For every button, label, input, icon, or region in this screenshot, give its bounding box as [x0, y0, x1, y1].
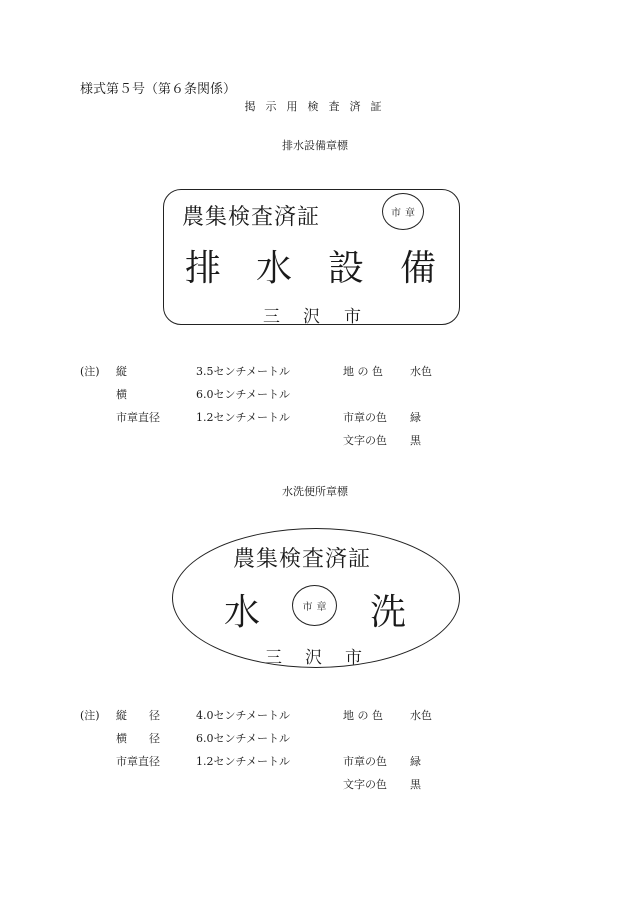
flush-city-char-1: 三 — [265, 648, 282, 668]
flush-note-value: 6.0センチメートル — [196, 732, 291, 745]
drain-color-value: 黒 — [410, 434, 421, 447]
flush-color-label: 文字の色 — [343, 778, 387, 791]
drain-city-seal: 市章 — [382, 193, 424, 230]
drain-color-value: 緑 — [410, 411, 421, 424]
drain-notes-marker: (注) — [80, 365, 100, 378]
drain-note-value: 3.5センチメートル — [196, 365, 291, 378]
form-number: 様式第５号（第６条関係） — [80, 82, 237, 97]
drain-main-char-1: 排 — [185, 248, 222, 289]
flush-certification-text: 農集検査済証 — [233, 547, 372, 572]
flush-note-value: 1.2センチメートル — [196, 755, 291, 768]
flush-color-value: 水色 — [410, 709, 432, 722]
drain-color-label: 文字の色 — [343, 434, 387, 447]
drain-main-char-2: 水 — [256, 248, 293, 289]
flush-note-value: 4.0センチメートル — [196, 709, 291, 722]
flush-city-seal: 市章 — [292, 585, 337, 626]
drain-city-char-1: 三 — [263, 307, 280, 327]
flush-color-value: 黒 — [410, 778, 421, 791]
drain-note-value: 6.0センチメートル — [196, 388, 291, 401]
flush-main-char-1: 水 — [224, 592, 261, 633]
drain-main-char-4: 備 — [400, 248, 437, 289]
drain-note-label: 市章直径 — [116, 411, 160, 424]
drain-note-label: 縦 — [116, 365, 127, 378]
drain-city-char-3: 市 — [344, 307, 361, 327]
drain-note-label: 横 — [116, 388, 127, 401]
drain-section-title: 排水設備章標 — [282, 139, 348, 152]
flush-color-value: 緑 — [410, 755, 421, 768]
flush-color-label: 市章の色 — [343, 755, 387, 768]
flush-notes-marker: (注) — [80, 709, 100, 722]
document-heading: 掲示用検査済証 — [244, 100, 392, 113]
drain-color-label: 市章の色 — [343, 411, 387, 424]
flush-note-label: 市章直径 — [116, 755, 160, 768]
flush-section-title: 水洗便所章標 — [282, 485, 348, 498]
drain-city-char-2: 沢 — [303, 307, 320, 327]
flush-city-char-3: 市 — [345, 648, 362, 668]
drain-color-value: 水色 — [410, 365, 432, 378]
flush-city-char-2: 沢 — [305, 648, 322, 668]
flush-note-label: 縦 径 — [116, 709, 160, 722]
drain-certification-text: 農集検査済証 — [182, 205, 321, 230]
drain-note-value: 1.2センチメートル — [196, 411, 291, 424]
drain-main-char-3: 設 — [328, 248, 365, 289]
flush-main-char-2: 洗 — [370, 592, 407, 633]
flush-note-label: 横 径 — [116, 732, 160, 745]
drain-color-label: 地 の 色 — [343, 365, 383, 378]
flush-color-label: 地 の 色 — [343, 709, 383, 722]
